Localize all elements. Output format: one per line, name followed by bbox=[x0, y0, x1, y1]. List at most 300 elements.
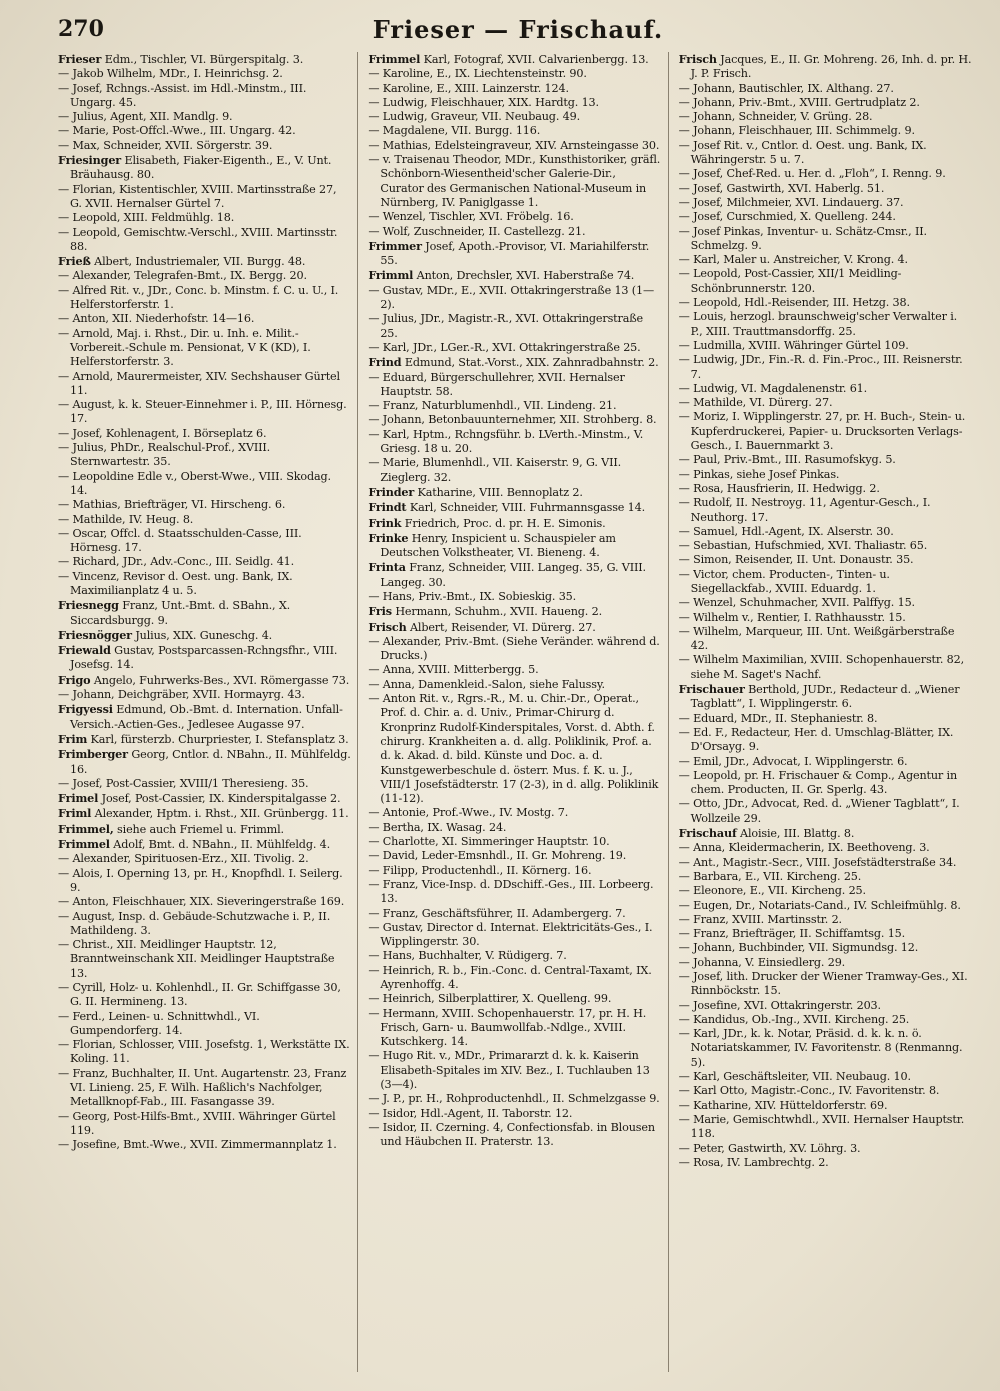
directory-entry bbox=[679, 396, 972, 410]
entry-text: Karl, Schneider, VIII. Fuhrmannsgasse 14. bbox=[409, 501, 646, 515]
directory-entry bbox=[679, 310, 972, 339]
entry-surname: Frimmer bbox=[368, 238, 422, 253]
entry-text: — August, k. k. Steuer-Einnehmer i. P., III. Hörnesg. 17. bbox=[58, 398, 347, 426]
entry-surname: Frigyessi bbox=[58, 702, 113, 717]
entry-text: — Anton, Fleischhauer, XIX. Sieveringerstraße 169. bbox=[58, 895, 345, 909]
entry-text: — Arnold, Maurermeister, XIV. Sechshauser Gürtel 11. bbox=[58, 369, 340, 397]
entry-text: Henry, Inspicient u. Schauspieler am Deutschen Volkstheater, VI. Bieneng. 4. bbox=[380, 531, 616, 560]
directory-entry bbox=[368, 124, 661, 138]
entry-text: — Pinkas, siehe Josef Pinkas. bbox=[678, 467, 840, 481]
entry-text: — Gustav, Director d. Internat. Elektricitäts-Ges., I. Wipplingerstr. 30. bbox=[368, 920, 653, 949]
directory-entry bbox=[679, 525, 972, 539]
directory-entry bbox=[368, 635, 661, 664]
entry-text: — Isidor, Hdl.-Agent, II. Taborstr. 12. bbox=[368, 1106, 573, 1120]
directory-entry bbox=[679, 382, 972, 396]
entry-text: Friedrich, Proc. d. pr. H. E. Simonis. bbox=[404, 516, 606, 530]
directory-entry bbox=[679, 410, 972, 453]
directory-entry bbox=[58, 183, 351, 212]
directory-entry bbox=[58, 312, 351, 326]
directory-entry bbox=[679, 653, 972, 682]
entry-text: — Karl, JDr., k. k. Notar, Präsid. d. k. k. n. ö. Notariatskammer, IV. Favoritenstr. 8 (Renmanng. 5). bbox=[678, 1027, 963, 1069]
entry-text: Albert, Reisender, VI. Dürerg. 27. bbox=[409, 620, 596, 634]
directory-entry bbox=[58, 254, 351, 269]
directory-entry bbox=[58, 570, 351, 599]
directory-entry bbox=[58, 852, 351, 866]
directory-entry bbox=[368, 849, 661, 863]
entry-text: — Julius, Agent, XII. Mandlg. 9. bbox=[58, 110, 233, 124]
directory-entry bbox=[679, 482, 972, 496]
directory-entry bbox=[368, 67, 661, 81]
entry-text: — Leopold, Post-Cassier, XII/1 Meidling-Schönbrunnerstr. 120. bbox=[678, 267, 902, 295]
entry-text: Franz, Schneider, VIII. Langeg. 35, G. VIII. Langeg. 30. bbox=[380, 561, 646, 589]
page-number: 270 bbox=[58, 16, 104, 42]
directory-entry bbox=[679, 927, 972, 941]
directory-entry bbox=[58, 867, 351, 896]
entry-text: — Julius, PhDr., Realschul-Prof., XVIII. Sternwartestr. 35. bbox=[58, 441, 271, 469]
directory-entry bbox=[58, 1038, 351, 1067]
entry-text: — Moriz, I. Wipplingerstr. 27, pr. H. Buch-, Stein- u. Kupferdruckerei, Papier- u. Drucksorten Verlags-Gesch., I. Bauernmarkt 3. bbox=[678, 410, 966, 453]
directory-entry bbox=[58, 981, 351, 1010]
directory-entry bbox=[679, 1070, 972, 1084]
entry-text: — Arnold, Maj. i. Rhst., Dir. u. Inh. e. Milit.-Vorbereit.-Schule m. Pensionat, V K (KD), I. Helferstorferstr. 3. bbox=[58, 326, 311, 369]
entry-text: — Georg, Post-Hilfs-Bmt., XVIII. Währinger Gürtel 119. bbox=[58, 1109, 336, 1137]
column-3 bbox=[679, 52, 978, 1372]
entry-text: — Franz, Vice-Insp. d. DDschiff.-Ges., III. Lorbeerg. 13. bbox=[368, 877, 654, 906]
entry-text: — Heinrich, Silberplattirer, X. Quelleng. 99. bbox=[368, 992, 612, 1006]
entry-text: — Alois, I. Operning 13, pr. H., Knopfhdl. I. Seilerg. 9. bbox=[58, 866, 343, 894]
entry-text: — Karoline, E., IX. Liechtensteinstr. 90. bbox=[368, 67, 587, 81]
directory-entry bbox=[368, 663, 661, 677]
entry-text: — Barbara, E., VII. Kircheng. 25. bbox=[678, 869, 862, 883]
entry-text: — Magdalene, VII. Burgg. 116. bbox=[368, 124, 541, 138]
directory-entry bbox=[368, 500, 661, 515]
directory-entry bbox=[679, 539, 972, 553]
directory-entry bbox=[679, 253, 972, 267]
entry-text: — Leopoldine Edle v., Oberst-Wwe., VIII. Skodag. 14. bbox=[58, 469, 331, 497]
directory-entry bbox=[679, 999, 972, 1013]
directory-entry bbox=[368, 1049, 661, 1092]
directory-entry bbox=[368, 210, 661, 224]
entry-surname: Frinke bbox=[368, 530, 409, 545]
directory-entry bbox=[679, 296, 972, 310]
directory-entry bbox=[58, 398, 351, 427]
entry-text: — Josef, Curschmied, X. Quelleng. 244. bbox=[678, 210, 896, 224]
directory-entry bbox=[679, 1027, 972, 1070]
entry-text: — J. P., pr. H., Rohproductenhdl., II. Schmelzgasse 9. bbox=[368, 1092, 660, 1106]
directory-entry bbox=[58, 910, 351, 939]
entry-surname: Frieß bbox=[58, 254, 91, 269]
directory-entry bbox=[368, 1107, 661, 1121]
directory-entry bbox=[679, 182, 972, 196]
entry-text: — Josef, Kohlenagent, I. Börseplatz 6. bbox=[58, 426, 267, 440]
directory-entry bbox=[58, 370, 351, 399]
entry-text: — Johann, Betonbauunternehmer, XII. Strohberg. 8. bbox=[368, 413, 657, 427]
entry-text: — Ferd., Leinen- u. Schnittwhdl., VI. Gumpendorferg. 14. bbox=[58, 1009, 260, 1037]
entry-text: — David, Leder-Emsnhdl., II. Gr. Mohreng. 19. bbox=[368, 849, 627, 863]
directory-entry bbox=[368, 355, 661, 370]
directory-entry bbox=[368, 560, 661, 590]
directory-entry bbox=[368, 964, 661, 993]
entry-text: Angelo, Fuhrwerks-Bes., XVI. Römergasse 73. bbox=[93, 673, 350, 687]
entry-text: — Oscar, Offcl. d. Staatsschulden-Casse, III. Hörnesg. 17. bbox=[58, 526, 302, 555]
column-2 bbox=[368, 52, 668, 1372]
entry-text: — Johann, Buchbinder, VII. Sigmundsg. 12. bbox=[678, 941, 919, 955]
directory-entry bbox=[368, 96, 661, 110]
directory-entry bbox=[58, 673, 351, 688]
entry-surname: Friewald bbox=[58, 643, 111, 658]
directory-entry bbox=[58, 527, 351, 556]
entry-text: — Alfred Rit. v., JDr., Conc. b. Minstm. f. C. u. U., I. Helferstorferstr. 1. bbox=[58, 283, 339, 312]
directory-entry bbox=[58, 1138, 351, 1152]
entry-text: — Johann, Deichgräber, XVII. Hormayrg. 43. bbox=[58, 688, 305, 702]
directory-entry bbox=[679, 210, 972, 224]
directory-entry bbox=[58, 153, 351, 183]
entry-surname: Friml bbox=[58, 806, 92, 821]
entry-text: — Max, Schneider, XVII. Sörgerstr. 39. bbox=[58, 138, 273, 152]
directory-entry bbox=[58, 732, 351, 747]
directory-entry bbox=[679, 124, 972, 138]
directory-entry bbox=[679, 712, 972, 726]
entry-text: — Wilhelm, Marqueur, III. Unt. Weißgärberstraße 42. bbox=[678, 624, 955, 653]
directory-entry bbox=[58, 555, 351, 569]
entry-text: Edm., Tischler, VI. Bürgerspitalg. 3. bbox=[104, 53, 304, 66]
directory-entry bbox=[58, 110, 351, 124]
entry-text: — Leopold, pr. H. Frischauer & Comp., Agentur in chem. Producten, II. Gr. Sperlg. 43. bbox=[678, 768, 957, 797]
entry-text: — Sebastian, Hufschmied, XVI. Thaliastr. 65. bbox=[678, 539, 928, 553]
entry-text: — Josefine, XVI. Ottakringerstr. 203. bbox=[678, 998, 881, 1012]
entry-text: — Emil, JDr., Advocat, I. Wipplingerstr. 6. bbox=[678, 754, 908, 768]
directory-entry bbox=[368, 225, 661, 239]
entry-text: — Rosa, Hausfrierin, II. Hedwigg. 2. bbox=[678, 481, 880, 495]
directory-entry bbox=[368, 312, 661, 341]
entry-text: — Josef, lith. Drucker der Wiener Tramway-Ges., XI. Rinnböckstr. 15. bbox=[678, 970, 968, 998]
entry-text: — Anton, XII. Niederhofstr. 14—16. bbox=[58, 312, 255, 326]
entry-text: — Leopold, Gemischtw.-Verschl., XVIII. Martinsstr. 88. bbox=[58, 225, 338, 253]
directory-entry bbox=[679, 856, 972, 870]
entry-text: — Franz, Buchhalter, II. Unt. Augartenstr. 23, Franz VI. Linieng. 25, F. Wilh. Haßlich's Nachfolger, Metallknopf-Fab., III. Fasangasse 39. bbox=[58, 1066, 347, 1109]
entry-text: — Florian, Schlosser, VIII. Josefstg. 1, Werkstätte IX. Koling. 11. bbox=[58, 1038, 350, 1066]
entry-text: — Florian, Kistentischler, XVIII. Martinsstraße 27, G. XVII. Hernalser Gürtel 7. bbox=[58, 182, 337, 210]
directory-entry bbox=[679, 553, 972, 567]
directory-entry bbox=[58, 598, 351, 628]
directory-entry bbox=[679, 726, 972, 755]
directory-entry bbox=[679, 769, 972, 798]
directory-entry bbox=[58, 747, 351, 777]
directory-entry bbox=[58, 938, 351, 981]
entry-text: — Johann, Schneider, V. Grüng. 28. bbox=[678, 110, 873, 124]
entry-text: — Kandidus, Ob.-Ing., XVII. Kircheng. 25. bbox=[678, 1012, 910, 1026]
directory-entry bbox=[679, 225, 972, 254]
entry-text: — Gustav, MDr., E., XVII. Ottakringerstraße 13 (1—2). bbox=[368, 283, 655, 312]
entry-surname: Frisch bbox=[368, 619, 407, 634]
entry-text: — Antonie, Prof.-Wwe., IV. Mostg. 7. bbox=[368, 806, 569, 820]
entry-text: — Franz, Geschäftsführer, II. Adambergerg. 7. bbox=[368, 906, 626, 920]
directory-entry bbox=[58, 777, 351, 791]
entry-surname: Frind bbox=[368, 355, 402, 370]
entry-surname: Frimberger bbox=[58, 747, 128, 762]
directory-entry bbox=[679, 568, 972, 597]
directory-entry bbox=[679, 682, 972, 712]
directory-entry bbox=[679, 339, 972, 353]
entry-text: — Alexander, Spirituosen-Erz., XII. Tivolig. 2. bbox=[58, 852, 309, 866]
directory-entry bbox=[368, 399, 661, 413]
entry-text: Jacques, E., II. Gr. Mohreng. 26, Inh. d. pr. H. J. P. Frisch. bbox=[690, 53, 972, 81]
entry-text: — Marie, Blumenhdl., VII. Kaiserstr. 9, G. VII. Zieglerg. 32. bbox=[368, 456, 622, 484]
entry-text: — Victor, chem. Producten-, Tinten- u. Siegellackfab., XVIII. Eduardg. 1. bbox=[678, 567, 890, 595]
directory-entry bbox=[368, 268, 661, 283]
entry-text: — Ed. F., Redacteur, Her. d. Umschlag-Blätter, IX. D'Orsayg. 9. bbox=[678, 725, 954, 754]
entry-surname: Friesinger bbox=[58, 153, 122, 168]
entry-text: Karl, Fotograf, XVII. Calvarienbergg. 13. bbox=[423, 53, 649, 66]
entry-surname: Fris bbox=[368, 604, 392, 619]
entry-text: — Anna, XVIII. Mitterbergg. 5. bbox=[368, 663, 539, 677]
entry-text: — Karl, Maler u. Anstreicher, V. Krong. 4. bbox=[678, 253, 908, 267]
entry-surname: Frigo bbox=[58, 672, 91, 687]
entry-text: — Julius, JDr., Magistr.-R., XVI. Ottakringerstraße 25. bbox=[368, 312, 644, 340]
entry-text: — v. Traisenau Theodor, MDr., Kunsthistoriker, gräfl. Schönborn-Wiesentheid'scher Galerie-Dir., Curator des Germanischen National-Museum in Nürnberg, IV. Paniglgasse 1. bbox=[368, 153, 661, 209]
directory-entry bbox=[58, 837, 351, 852]
directory-entry bbox=[58, 82, 351, 111]
entry-text: Karl, fürsterzb. Churpriester, I. Stefansplatz 3. bbox=[90, 732, 349, 746]
entry-text: — Vincenz, Revisor d. Oest. ung. Bank, IX. Maximilianplatz 4 u. 5. bbox=[58, 569, 293, 597]
directory-entry bbox=[679, 913, 972, 927]
directory-entry bbox=[368, 153, 661, 210]
directory-entry bbox=[58, 52, 351, 67]
directory-entry bbox=[679, 826, 972, 841]
directory-entry bbox=[679, 1013, 972, 1027]
directory-entry bbox=[58, 895, 351, 909]
directory-entry bbox=[368, 835, 661, 849]
entry-text: — Josef Pinkas, Inventur- u. Schätz-Cmsr., II. Schmelzg. 9. bbox=[678, 224, 927, 252]
entry-text: Edmund, Ob.-Bmt. d. Internation. Unfall-Versich.-Actien-Ges., Jedlesee Augasse 97. bbox=[70, 703, 343, 731]
entry-text: — Louis, herzogl. braunschweig'scher Verwalter i. P., XIII. Trauttmansdorffg. 25. bbox=[678, 310, 958, 338]
directory-entry bbox=[368, 239, 661, 269]
directory-entry bbox=[679, 468, 972, 482]
entry-text: Katharine, VIII. Bennoplatz 2. bbox=[417, 485, 583, 499]
directory-entry bbox=[679, 1113, 972, 1142]
entry-surname: Frimml bbox=[368, 268, 414, 283]
entry-text: Albert, Industriemaler, VII. Burgg. 48. bbox=[94, 255, 306, 269]
entry-text: — Bertha, IX. Wasag. 24. bbox=[368, 820, 507, 834]
entry-text: — Johann, Fleischhauer, III. Schimmelg. 9. bbox=[678, 124, 915, 138]
directory-entry bbox=[679, 841, 972, 855]
directory-entry bbox=[368, 139, 661, 153]
directory-entry bbox=[679, 1142, 972, 1156]
entry-text: Berthold, JUDr., Redacteur d. „Wiener Tagblatt“, I. Wipplingerstr. 6. bbox=[690, 683, 960, 711]
directory-entry bbox=[679, 884, 972, 898]
entry-text: siehe auch Friemel u. Frimml. bbox=[117, 822, 284, 836]
entry-text: — Johanna, V. Einsiedlerg. 29. bbox=[678, 955, 846, 969]
directory-entry bbox=[58, 441, 351, 470]
directory-entry bbox=[368, 678, 661, 692]
directory-entry bbox=[368, 82, 661, 96]
entry-text: — Ludmilla, XVIII. Währinger Gürtel 109. bbox=[678, 338, 909, 352]
directory-entry bbox=[368, 413, 661, 427]
entry-text: Elisabeth, Fiaker-Eigenth., E., V. Unt. Bräuhausg. 80. bbox=[70, 154, 332, 182]
directory-entry bbox=[368, 485, 661, 500]
directory-entry bbox=[368, 992, 661, 1006]
entry-text: — Josef, Chef-Red. u. Her. d. „Floh“, I. Renng. 9. bbox=[678, 167, 946, 181]
directory-entry bbox=[679, 596, 972, 610]
entry-text: — Eleonore, E., VII. Kircheng. 25. bbox=[678, 884, 866, 898]
entry-text: — Hans, Buchhalter, V. Rüdigerg. 7. bbox=[368, 949, 567, 963]
entry-surname: Frindt bbox=[368, 500, 407, 515]
directory-entry bbox=[58, 822, 351, 837]
directory-entry bbox=[58, 498, 351, 512]
directory-entry bbox=[368, 821, 661, 835]
directory-entry bbox=[58, 806, 351, 821]
directory-entry bbox=[679, 167, 972, 181]
entry-text: — Heinrich, R. b., Fin.-Conc. d. Central-Taxamt, IX. Ayrenhoffg. 4. bbox=[368, 963, 652, 991]
entry-text: Josef, Post-Cassier, IX. Kinderspitalgasse 2. bbox=[101, 792, 341, 806]
entry-text: — Ludwig, Graveur, VII. Neubaug. 49. bbox=[368, 110, 580, 124]
entry-text: — Eduard, MDr., II. Stephaniestr. 8. bbox=[678, 711, 878, 725]
directory-entry bbox=[58, 688, 351, 702]
entry-text: — Johann, Bautischler, IX. Althang. 27. bbox=[678, 81, 894, 95]
entry-text: — Franz, XVIII. Martinsstr. 2. bbox=[678, 912, 842, 926]
entry-surname: Frimel bbox=[58, 791, 99, 806]
entry-text: Georg, Cntlor. d. NBahn., II. Mühlfeldg. 16. bbox=[70, 748, 351, 776]
entry-surname: Frink bbox=[368, 515, 402, 530]
directory-entry bbox=[368, 341, 661, 355]
entry-text: — Paul, Priv.-Bmt., III. Rasumofskyg. 5. bbox=[678, 453, 896, 467]
entry-text: Adolf, Bmt. d. NBahn., II. Mühlfeldg. 4. bbox=[113, 838, 331, 852]
directory-entry bbox=[679, 1156, 972, 1170]
entry-text: — Wenzel, Schuhmacher, XVII. Palffyg. 15. bbox=[678, 596, 915, 610]
entry-text: — Hugo Rit. v., MDr., Primararzt d. k. k. Kaiserin Elisabeth-Spitales im XIV. Bez., I. Tuchlauben 13 (3—4). bbox=[368, 1049, 650, 1092]
directory-entry bbox=[679, 797, 972, 826]
entry-surname: Frinta bbox=[368, 560, 406, 575]
directory-entry bbox=[679, 1084, 972, 1098]
entry-surname: Frimmel, bbox=[58, 821, 114, 836]
directory-entry bbox=[679, 1099, 972, 1113]
entry-text: — Leopold, XIII. Feldmühlg. 18. bbox=[58, 211, 235, 225]
directory-entry bbox=[58, 1110, 351, 1139]
entry-text: — Wilhelm Maximilian, XVIII. Schopenhauerstr. 82, siehe M. Saget's Nachf. bbox=[678, 653, 964, 681]
entry-text: — Samuel, Hdl.-Agent, IX. Alserstr. 30. bbox=[678, 524, 894, 538]
directory-entry bbox=[58, 211, 351, 225]
entry-text: — Anton Rit. v., Rgrs.-R., M. u. Chir.-Dr., Operat., Prof. d. Chir. a. d. Univ., Primar-Chirurg d. Kronprinz Rudolf-Kinderspitales, Vorst. d. Abth. f. chirurg. Krankheiten a. d. allg. Poliklinik, Prof. a. d. k. Akad. d. bild. Künste und Doc. a. d. Kunstgewerbeschule d. österr. Mus. f. K. u. J., VIII/1 Josefstädterstr. 17 (2-3), in d. allg. Poliklinik (11-12). bbox=[368, 692, 659, 806]
directory-entry bbox=[368, 52, 661, 67]
entry-text: Edmund, Stat.-Vorst., XIX. Zahnradbahnstr. 2. bbox=[404, 356, 659, 370]
entry-text: Alexander, Hptm. i. Rhst., XII. Grünbergg. 11. bbox=[94, 807, 349, 821]
entry-text: — Alexander, Telegrafen-Bmt., IX. Bergg. 20. bbox=[58, 269, 307, 283]
entry-surname: Frimmel bbox=[368, 52, 421, 66]
entry-text: — Simon, Reisender, II. Unt. Donaustr. 35. bbox=[678, 553, 914, 567]
directory-entry bbox=[368, 590, 661, 604]
entry-surname: Frimmel bbox=[58, 837, 110, 852]
directory-entry bbox=[58, 269, 351, 283]
entry-text: — Josef, Milchmeier, XVI. Lindauerg. 37. bbox=[678, 195, 904, 209]
entry-text: — Anna, Damenkleid.-Salon, siehe Falussy. bbox=[368, 677, 605, 691]
entry-text: — Marie, Gemischtwhdl., XVII. Hernalser Hauptstr. 118. bbox=[678, 1112, 965, 1141]
directory-entry bbox=[679, 96, 972, 110]
directory-entry bbox=[368, 531, 661, 561]
entry-text: — Ant., Magistr.-Secr., VIII. Josefstädterstraße 34. bbox=[678, 855, 957, 869]
directory-entry bbox=[368, 371, 661, 400]
directory-entry bbox=[58, 226, 351, 255]
entry-text: — Filipp, Productenhdl., II. Körnerg. 16. bbox=[368, 863, 592, 877]
entry-text: — Wolf, Zuschneider, II. Castellezg. 21. bbox=[368, 224, 586, 238]
entry-text: — Karoline, E., XIII. Lainzerstr. 124. bbox=[368, 81, 569, 95]
entry-text: Julius, XIX. Guneschg. 4. bbox=[135, 628, 273, 642]
directory-entry bbox=[679, 611, 972, 625]
entry-text: — Rosa, IV. Lambrechtg. 2. bbox=[678, 1155, 829, 1169]
directory-entry bbox=[679, 82, 972, 96]
entry-text: — Anna, Kleidermacherin, IX. Beethoveng. 3. bbox=[678, 841, 930, 855]
directory-entry bbox=[679, 110, 972, 124]
directory-entry bbox=[58, 327, 351, 370]
directory-entry bbox=[679, 353, 972, 382]
entry-text: — Peter, Gastwirth, XV. Löhrg. 3. bbox=[678, 1141, 861, 1155]
entry-text: — Ludwig, Fleischhauer, XIX. Hardtg. 13. bbox=[368, 95, 599, 109]
columns bbox=[58, 52, 978, 1372]
entry-text: — Josef, Post-Cassier, XVIII/1 Theresieng. 35. bbox=[58, 776, 309, 790]
directory-entry bbox=[679, 941, 972, 955]
entry-text: — Mathias, Edelsteingraveur, XIV. Arnsteingasse 30. bbox=[368, 138, 660, 152]
entry-text: — Charlotte, XI. Simmeringer Hauptstr. 10. bbox=[368, 835, 610, 849]
directory-entry bbox=[58, 791, 351, 806]
directory-entry bbox=[58, 67, 351, 81]
entry-text: — Katharine, XIV. Hütteldorferstr. 69. bbox=[678, 1098, 888, 1112]
page-title: Frieser — Frischauf. bbox=[372, 14, 664, 44]
entry-text: — Josef, Rchngs.-Assist. im Hdl.-Minstm., III. Ungarg. 45. bbox=[58, 81, 307, 109]
entry-text: — Josefine, Bmt.-Wwe., XVII. Zimmermannplatz 1. bbox=[58, 1138, 337, 1152]
entry-text: — Franz, Naturblumenhdl., VII. Lindeng. 21. bbox=[368, 399, 617, 413]
directory-entry bbox=[368, 1092, 661, 1106]
entry-text: — Isidor, II. Czerning. 4, Confectionsfab. in Blousen und Häubchen II. Praterstr. 13. bbox=[368, 1120, 655, 1149]
directory-entry bbox=[368, 284, 661, 313]
entry-text: Josef, Apoth.-Provisor, VI. Mariahilferstr. 55. bbox=[380, 239, 650, 268]
directory-entry bbox=[58, 427, 351, 441]
column-1 bbox=[58, 52, 358, 1372]
directory-entry bbox=[58, 628, 351, 643]
directory-entry bbox=[368, 907, 661, 921]
entry-text: — Leopold, Hdl.-Reisender, III. Hetzg. 38. bbox=[678, 296, 910, 310]
entry-text: — Otto, JDr., Advocat, Red. d. „Wiener Tagblatt“, I. Wollzeile 29. bbox=[678, 797, 960, 825]
directory-entry bbox=[58, 643, 351, 673]
entry-text: — Mathilde, VI. Dürerg. 27. bbox=[678, 396, 833, 410]
entry-text: — Cyrill, Holz- u. Kohlenhdl., II. Gr. Schiffgasse 30, G. II. Hermineng. 13. bbox=[58, 981, 341, 1009]
entry-text: — Josef Rit. v., Cntlor. d. Oest. ung. Bank, IX. Währingerstr. 5 u. 7. bbox=[678, 138, 927, 167]
directory-entry bbox=[679, 956, 972, 970]
directory-entry bbox=[679, 139, 972, 168]
entry-text: — Eugen, Dr., Notariats-Cand., IV. Schleifmühlg. 8. bbox=[678, 898, 961, 912]
directory-entry bbox=[58, 470, 351, 499]
directory-entry bbox=[368, 921, 661, 950]
entry-text: — Johann, Priv.-Bmt., XVIII. Gertrudplatz 2. bbox=[678, 95, 920, 109]
entry-text: — Mathias, Briefträger, VI. Hirscheng. 6. bbox=[58, 498, 286, 512]
entry-text: — Ludwig, VI. Magdalenenstr. 61. bbox=[678, 381, 868, 395]
entry-surname: Frischauer bbox=[678, 682, 745, 697]
directory-entry bbox=[679, 267, 972, 296]
directory-entry bbox=[679, 870, 972, 884]
directory-entry bbox=[368, 456, 661, 485]
directory-entry bbox=[368, 692, 661, 806]
directory-entry bbox=[679, 625, 972, 654]
entry-text: — Karl, Geschäftsleiter, VII. Neubaug. 10. bbox=[678, 1070, 911, 1084]
directory-entry bbox=[679, 970, 972, 999]
entry-text: — Hermann, XVIII. Schopenhauerstr. 17, pr. H. H. Frisch, Garn- u. Baumwollfab.-Ndlge., XVIII. Kutschkerg. 14. bbox=[368, 1006, 647, 1049]
entry-text: Franz, Unt.-Bmt. d. SBahn., X. Siccardsburgg. 9. bbox=[70, 599, 291, 627]
entry-text: — Wenzel, Tischler, XVI. Fröbelg. 16. bbox=[368, 210, 574, 224]
entry-surname: Frisch bbox=[678, 52, 717, 66]
directory-entry bbox=[368, 1007, 661, 1050]
directory-entry bbox=[368, 620, 661, 635]
directory-entry bbox=[679, 496, 972, 525]
directory-entry bbox=[368, 949, 661, 963]
directory-entry bbox=[58, 284, 351, 313]
